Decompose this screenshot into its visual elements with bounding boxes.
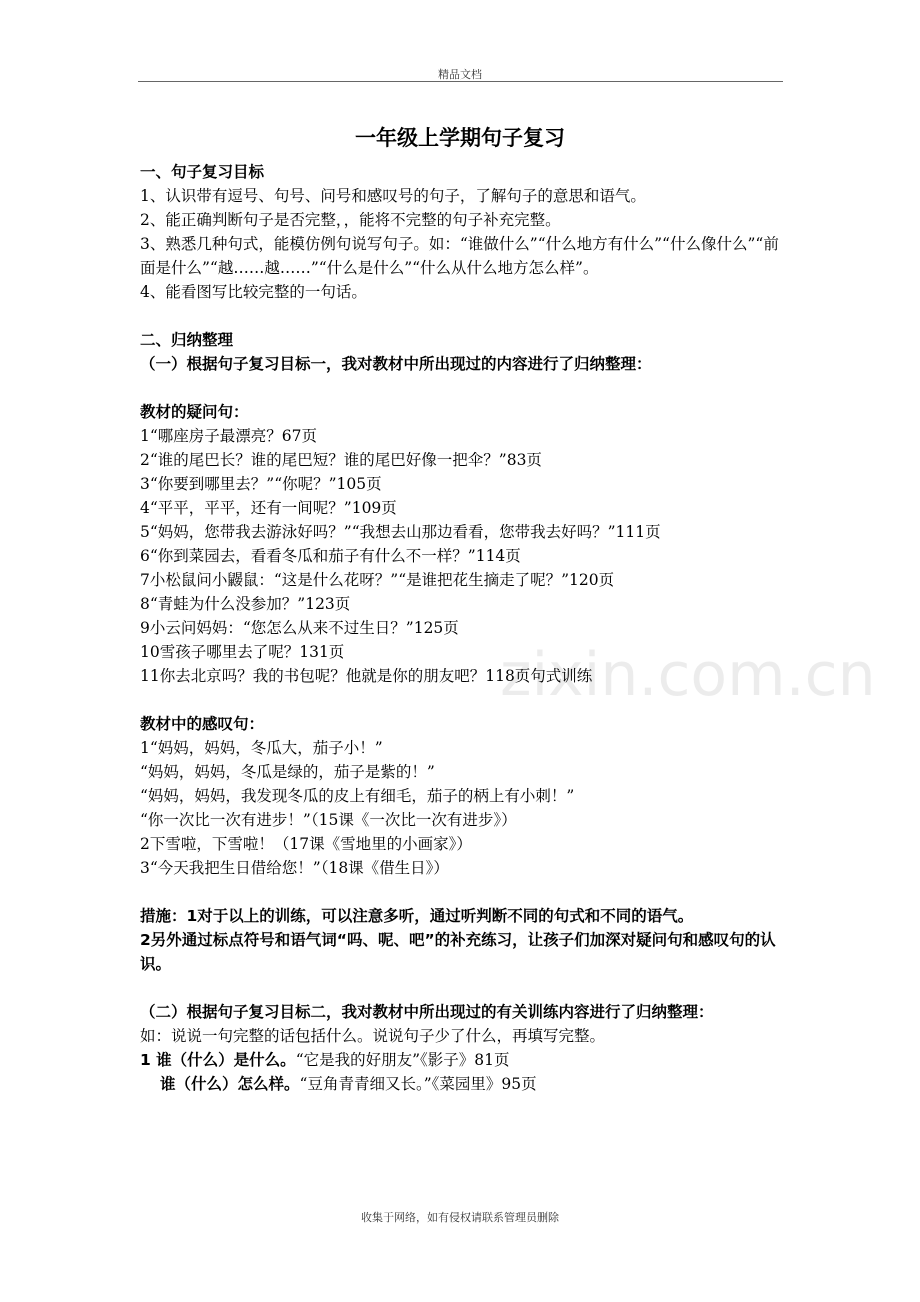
sub2-item-2-example: “豆角青青细又长。”《菜园里》95页: [299, 1075, 537, 1093]
questions-heading: 教材的疑问句：: [140, 403, 249, 421]
exclaim-item: “妈妈，妈妈，冬瓜是绿的，茄子是紫的！”: [140, 763, 435, 781]
exclaim-item: “妈妈，妈妈，我发现冬瓜的皮上有细毛，茄子的柄上有小刺！”: [140, 787, 575, 805]
summary-heading: 二、归纳整理: [140, 331, 234, 349]
question-item: 2“谁的尾巴长？谁的尾巴短？谁的尾巴好像一把伞？”83页: [140, 451, 542, 469]
goal-item: 2、能正确判断句子是否完整，，能将不完整的句子补充完整。: [140, 211, 561, 229]
document-body: [140, 160, 790, 1096]
watermark: zixin.com.cn: [500, 640, 876, 710]
document-title: 一年级上学期句子复习: [355, 126, 565, 150]
question-item: 7小松鼠问小鼹鼠：“这是什么花呀？”“是谁把花生摘走了呢？”120页: [140, 571, 615, 589]
page-footer: 收集于网络，如有侵权请联系管理员删除: [361, 1211, 559, 1224]
goal-item: 3、熟悉几种句式，能模仿例句说写句子。如：“谁做什么”“什么地方有什么”“什么像什么”“前面是什么”“越……越……”“什么是什么”“什么从什么地方怎么样”。: [140, 235, 779, 277]
exclaim-item: “你一次比一次有进步！”（15课《一次比一次有进步》）: [140, 811, 517, 829]
question-item: 3“你要到哪里去？”“你呢？”105页: [140, 475, 382, 493]
sub1-heading: （一）根据句子复习目标一，我对教材中所出现过的内容进行了归纳整理：: [140, 355, 652, 373]
question-item: 11你去北京吗？我的书包呢？他就是你的朋友吧？118页句式训练: [140, 667, 593, 685]
header-rule: [138, 81, 783, 82]
exclaim-item: 1“妈妈，妈妈，冬瓜大，茄子小！”: [140, 739, 383, 757]
exclaim-item: 2下雪啦，下雪啦！（17课《雪地里的小画家》）: [140, 835, 472, 853]
goals-heading: 一、句子复习目标: [140, 163, 265, 181]
question-item: 4“平平，平平，还有一间呢？”109页: [140, 499, 397, 517]
sub2-heading: （二）根据句子复习目标二，我对教材中所出现过的有关训练内容进行了归纳整理：: [140, 1003, 714, 1021]
question-item: 6“你到菜园去，看看冬瓜和茄子有什么不一样？”114页: [140, 547, 521, 565]
sub2-item-1: [140, 1048, 790, 1072]
exclaims-heading: 教材中的感叹句：: [140, 715, 265, 733]
sub2-item-2-pattern: 谁（什么）怎么样。: [160, 1075, 300, 1093]
goal-item: 1、认识带有逗号、句号、问号和感叹号的句子，了解句子的意思和语气。: [140, 187, 646, 205]
question-item: 9小云问妈妈：“您怎么从来不过生日？”125页: [140, 619, 459, 637]
exclaim-item: 3“今天我把生日借给您！”（18课《借生日》）: [140, 859, 449, 877]
question-item: 8“青蛙为什么没参加？”123页: [140, 595, 351, 613]
measures-paragraph-1: 措施：1对于以上的训练，可以注意多听，通过听判断不同的句式和不同的语气。: [140, 907, 694, 925]
goal-item: 4、能看图写比较完整的一句话。: [140, 283, 367, 301]
sub2-item-1-pattern: 1 谁（什么）是什么。: [140, 1051, 296, 1069]
question-item: 5“妈妈，您带我去游泳好吗？”“我想去山那边看看，您带我去好吗？”111页: [140, 523, 661, 541]
sub2-item-1-example: “它是我的好朋友”《影子》81页: [295, 1051, 510, 1069]
sub2-intro: 如：说说一句完整的话包括什么。说说句子少了什么，再填写完整。: [140, 1027, 606, 1045]
sub2-item-2: [140, 1072, 790, 1096]
measures-paragraph-2: 2另外通过标点符号和语气词“吗、呢、吧”的补充练习，让孩子们加深对疑问句和感叹句的认识。: [140, 931, 776, 973]
header-text: 精品文档: [438, 68, 482, 81]
question-item: 10雪孩子哪里去了呢？131页: [140, 643, 345, 661]
question-item: 1“哪座房子最漂亮？67页: [140, 427, 318, 445]
